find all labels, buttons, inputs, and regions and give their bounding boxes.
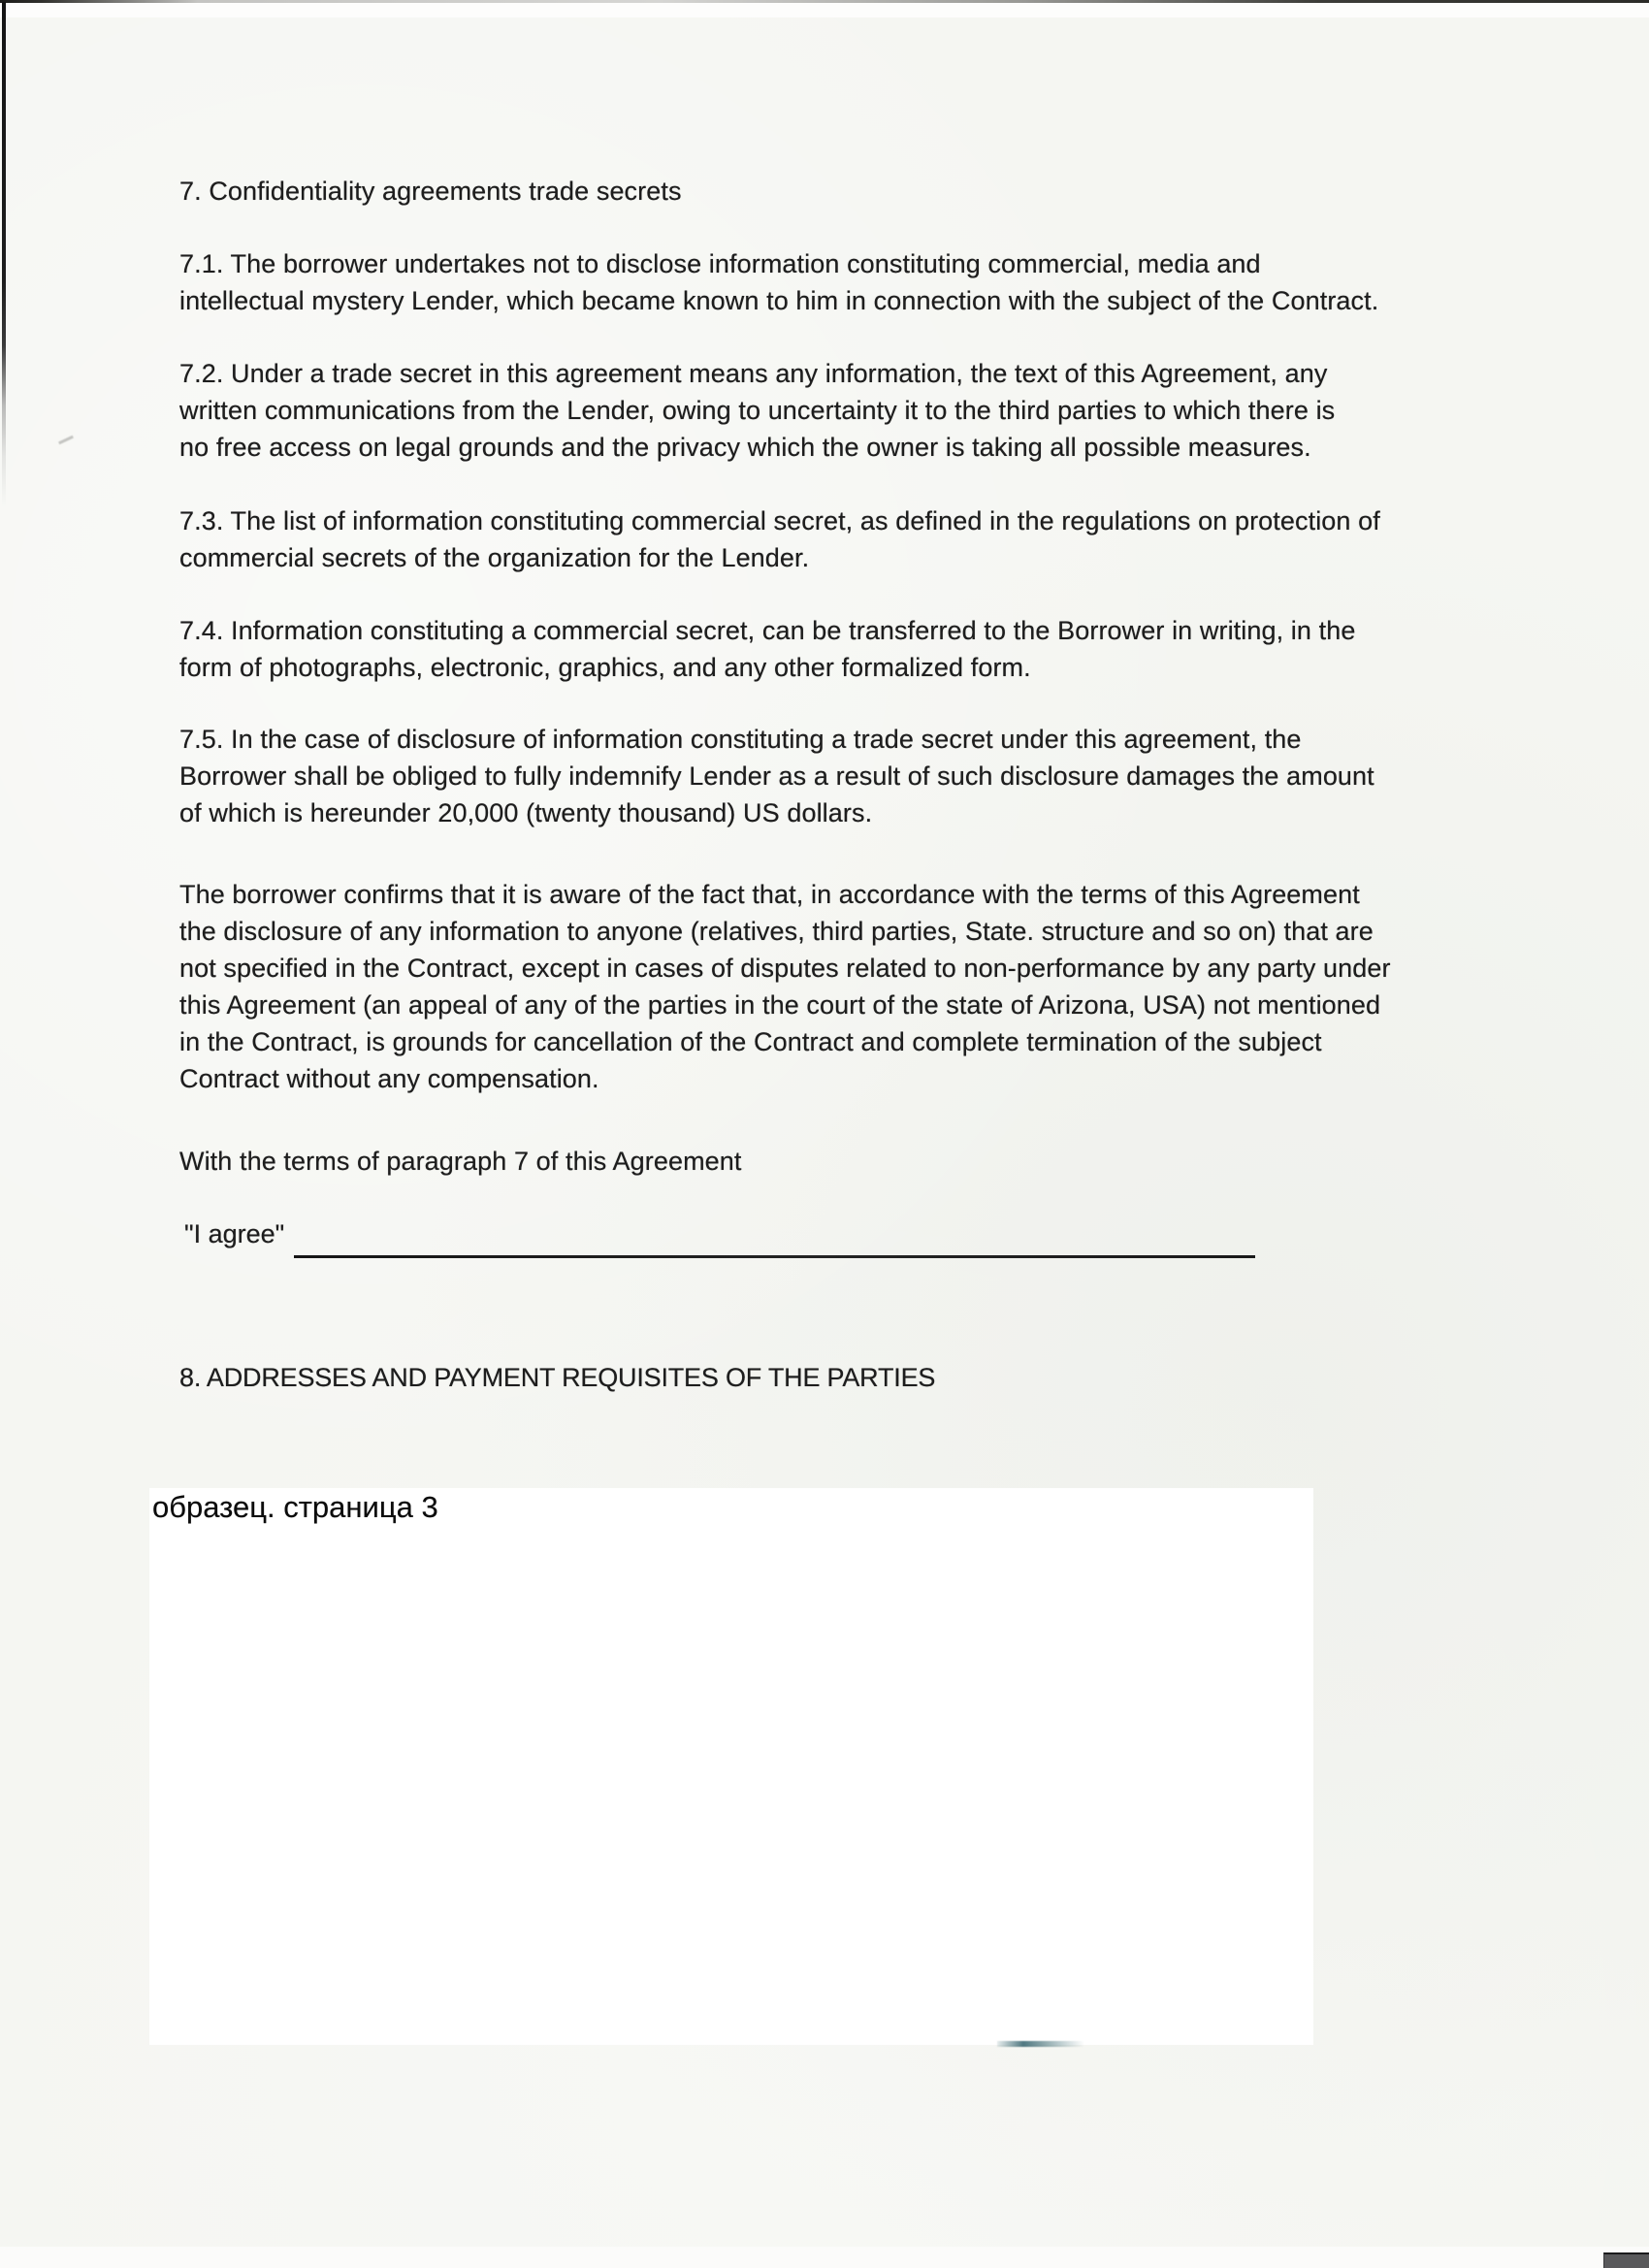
- paragraph-line: no free access on legal grounds and the privacy which the owner is taking all possible measures.: [179, 433, 1311, 462]
- paragraph-line: 7.1. The borrower undertakes not to disclose information constituting commercial, media and: [179, 249, 1261, 278]
- paragraph-line: Borrower shall be obliged to fully indemnify Lender as a result of such disclosure damages the amount: [179, 761, 1374, 791]
- paragraph-line: 7.3. The list of information constituting commercial secret, as defined in the regulations on protection of: [179, 506, 1380, 535]
- sample-page-label: образец. страница 3: [152, 1490, 438, 1524]
- paragraph-with-the-terms: [179, 1143, 742, 1180]
- scan-edge-artifact-left: [2, 2, 6, 506]
- paragraph-7-4: [179, 612, 1355, 686]
- paragraph-line: form of photographs, electronic, graphics, and any other formalized form.: [179, 653, 1031, 682]
- section-7-heading: [179, 173, 682, 210]
- paragraph-7-1: [179, 245, 1378, 319]
- paragraph-borrower-confirms: [179, 876, 1391, 1097]
- scan-edge-artifact-top: [0, 0, 1649, 3]
- scanner-margin-bottom: [0, 2247, 1649, 2268]
- heading-line: 8. ADDRESSES AND PAYMENT REQUISITES OF THE PARTIES: [179, 1363, 936, 1392]
- scan-corner-artifact: [1603, 2252, 1649, 2268]
- paragraph-line: written communications from the Lender, owing to uncertainty it to the third parties to which there is: [179, 396, 1336, 425]
- paragraph-line: of which is hereunder 20,000 (twenty thousand) US dollars.: [179, 798, 873, 827]
- heading-line: 7. Confidentiality agreements trade secrets: [179, 177, 682, 206]
- paragraph-line: the disclosure of any information to anyone (relatives, third parties, State. structure and so on) that are: [179, 917, 1374, 946]
- paragraph-7-3: [179, 502, 1380, 576]
- paragraph-line: With the terms of paragraph 7 of this Agreement: [179, 1147, 742, 1176]
- paragraph-line: 7.5. In the case of disclosure of information constituting a trade secret under this agreement, the: [179, 725, 1302, 754]
- section-8-heading: [179, 1359, 935, 1396]
- paragraph-line: not specified in the Contract, except in cases of disputes related to non-performance by any party under: [179, 954, 1391, 983]
- sample-overlay-box: [149, 1488, 1313, 2045]
- paragraph-line: 7.2. Under a trade secret in this agreement means any information, the text of this Agreement, any: [179, 359, 1328, 388]
- paragraph-line: commercial secrets of the organization for the Lender.: [179, 543, 810, 572]
- scan-smudge-teal: [997, 2041, 1084, 2047]
- paragraph-7-2: [179, 355, 1335, 466]
- paragraph-line: Contract without any compensation.: [179, 1064, 599, 1093]
- scan-speck: [58, 436, 74, 444]
- paragraph-line: this Agreement (an appeal of any of the parties in the court of the state of Arizona, USA) not mentioned: [179, 990, 1381, 1020]
- signature-line: [294, 1255, 1255, 1258]
- paragraph-line: in the Contract, is grounds for cancellation of the Contract and complete termination of the subject: [179, 1027, 1322, 1056]
- paragraph-line: intellectual mystery Lender, which became known to him in connection with the subject of the Contract.: [179, 286, 1379, 315]
- paragraph-line: The borrower confirms that it is aware of the fact that, in accordance with the terms of this Agreement: [179, 880, 1360, 909]
- i-agree-label: "I agree": [184, 1219, 285, 1248]
- paragraph-line: 7.4. Information constituting a commercial secret, can be transferred to the Borrower in writing, in the: [179, 616, 1356, 645]
- paragraph-7-5: [179, 721, 1374, 831]
